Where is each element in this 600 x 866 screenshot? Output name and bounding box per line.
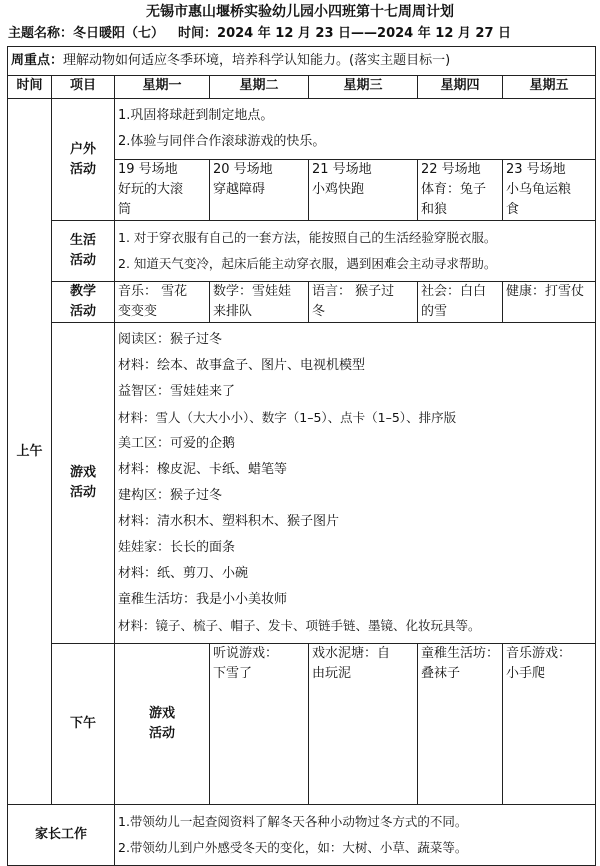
theme-name: 冬日暖阳（七） xyxy=(73,26,165,41)
game-pm-wednesday-line1: 童稚生活坊： xyxy=(421,646,500,661)
outdoor-goal-1: 1.巩固将球赶到制定地点。 xyxy=(118,108,274,123)
game-pm-monday-line1: 听说游戏： xyxy=(213,646,279,661)
outdoor-friday xyxy=(503,160,596,221)
area-reading: 阅读区：猴子过冬 xyxy=(118,332,223,347)
area-life-workshop-materials: 材料：镜子、梳子、帽子、发卡、项链手链、墨镜、化妆玩具等。 xyxy=(118,618,481,633)
area-art: 美工区：可爱的企鹅 xyxy=(118,436,236,451)
time-range: 2024 年 12 月 23 日——2024 年 12 月 27 日 xyxy=(217,26,512,41)
header-monday: 星期一 xyxy=(115,76,210,99)
game-pm-row xyxy=(8,644,596,805)
teaching-wednesday xyxy=(309,282,418,323)
outdoor-thursday xyxy=(418,160,503,221)
area-puzzle: 益智区：雪娃娃来了 xyxy=(118,384,236,399)
outdoor-thursday-line2: 体育：兔子 xyxy=(421,182,487,197)
teaching-wednesday-line2: 冬 xyxy=(312,304,326,319)
header-wednesday: 星期三 xyxy=(309,76,418,99)
parents-line-2: 2.带领幼儿到户外感受冬天的变化，如：大树、小草、蔬菜等。 xyxy=(118,840,468,855)
game-am-content xyxy=(115,323,596,644)
parents-line-1: 1.带领幼儿一起查阅资料了解冬天各种小动物过冬方式的不同。 xyxy=(118,814,468,829)
focus-label: 周重点： xyxy=(11,53,64,68)
game-am-label xyxy=(52,323,115,644)
game-pm-label-line1: 游戏 xyxy=(148,706,175,721)
afternoon-label: 下午 xyxy=(52,644,115,805)
outdoor-tuesday xyxy=(210,160,309,221)
outdoor-label-line2: 活动 xyxy=(69,161,96,177)
area-art-materials: 材料：橡皮泥、卡纸、蜡笔等 xyxy=(118,462,288,477)
outdoor-goals xyxy=(115,99,596,160)
outdoor-wednesday xyxy=(309,160,418,221)
outdoor-label-line1: 户外 xyxy=(69,141,96,157)
outdoor-thursday-line3: 和狼 xyxy=(421,202,448,217)
teaching-label-line2: 活动 xyxy=(69,304,96,319)
game-am-row xyxy=(8,323,596,644)
parents-row xyxy=(8,805,596,866)
outdoor-monday xyxy=(115,160,210,221)
teaching-monday-line2: 变变变 xyxy=(118,304,158,319)
game-pm-thursday-line1: 音乐游戏： xyxy=(506,646,572,661)
game-pm-wednesday xyxy=(418,644,503,805)
life-line-1: 1. 对于穿衣服有自己的一套方法，能按照自己的生活经验穿脱衣服。 xyxy=(118,230,497,245)
area-reading-materials: 材料：绘本、故事盒子、图片、电视机模型 xyxy=(118,358,366,373)
game-pm-tuesday-line2: 由玩泥 xyxy=(312,666,352,681)
teaching-thursday-line2: 的雪 xyxy=(421,304,448,319)
game-pm-monday xyxy=(210,644,309,805)
teaching-tuesday xyxy=(210,282,309,323)
area-life-workshop: 童稚生活坊：我是小小美妆师 xyxy=(118,592,288,607)
life-label-line1: 生活 xyxy=(69,233,96,248)
game-pm-thursday-line2: 小手爬 xyxy=(506,666,546,681)
teaching-friday xyxy=(503,282,596,323)
teaching-tuesday-line2: 来排队 xyxy=(213,304,253,319)
area-dollhouse-materials: 材料：纸、剪刀、小碗 xyxy=(118,566,249,581)
area-puzzle-materials: 材料：雪人（大大小小）、数字（1–5）、点卡（1–5）、排序版 xyxy=(118,410,457,425)
focus-row xyxy=(8,47,596,76)
theme-line xyxy=(8,24,511,44)
life-content xyxy=(115,221,596,282)
teaching-tuesday-line1: 数学：雪娃娃 xyxy=(213,284,292,299)
area-construction-materials: 材料：清水积木、塑料积木、猴子图片 xyxy=(118,514,340,529)
outdoor-thursday-site: 22 号场地 xyxy=(421,162,481,177)
outdoor-goals-row xyxy=(8,99,596,160)
teaching-friday-line1: 健康：打雪仗 xyxy=(506,284,585,299)
teaching-label xyxy=(52,282,115,323)
header-thursday: 星期四 xyxy=(418,76,503,99)
outdoor-friday-line2: 小乌龟运粮 xyxy=(506,182,572,197)
header-time: 时间 xyxy=(8,76,52,99)
header-friday: 星期五 xyxy=(503,76,596,99)
time-label: 时间： xyxy=(178,26,218,41)
game-am-label-line2: 活动 xyxy=(69,485,96,500)
outdoor-tuesday-site: 20 号场地 xyxy=(213,162,273,177)
parents-content xyxy=(115,805,596,866)
life-row xyxy=(8,221,596,282)
life-label-line2: 活动 xyxy=(69,253,96,268)
area-dollhouse: 娃娃家：长长的面条 xyxy=(118,540,236,555)
game-am-label-line1: 游戏 xyxy=(69,465,96,480)
page-title: 无锡市惠山堰桥实验幼儿园小四班第十七周周计划 xyxy=(146,4,454,20)
game-pm-label xyxy=(115,644,210,805)
game-pm-tuesday xyxy=(309,644,418,805)
game-pm-monday-line2: 下雪了 xyxy=(213,666,253,681)
outdoor-wednesday-site: 21 号场地 xyxy=(312,162,372,177)
morning-label: 上午 xyxy=(8,99,52,805)
game-pm-label-line2: 活动 xyxy=(148,726,175,741)
teaching-wednesday-line1: 语言： 猴子过 xyxy=(312,284,395,299)
game-pm-wednesday-line2: 叠袜子 xyxy=(421,666,461,681)
outdoor-friday-line3: 食 xyxy=(506,202,520,217)
theme-name-label: 主题名称： xyxy=(8,26,74,41)
parents-label: 家长工作 xyxy=(8,805,115,866)
outdoor-tuesday-game: 穿越障碍 xyxy=(213,182,266,197)
area-construction: 建构区：猴子过冬 xyxy=(118,488,223,503)
teaching-monday xyxy=(115,282,210,323)
outdoor-monday-line2: 好玩的大滚 xyxy=(118,182,184,197)
outdoor-wednesday-game: 小鸡快跑 xyxy=(312,182,365,197)
outdoor-monday-site: 19 号场地 xyxy=(118,162,178,177)
teaching-row xyxy=(8,282,596,323)
teaching-thursday xyxy=(418,282,503,323)
focus-text: 理解动物如何适应冬季环境，培养科学认知能力。(落实主题目标一) xyxy=(63,53,451,68)
header-item: 项目 xyxy=(52,76,115,99)
weekly-plan-table xyxy=(7,46,596,866)
life-line-2: 2. 知道天气变冷，起床后能主动穿衣服，遇到困难会主动寻求帮助。 xyxy=(118,256,497,271)
outdoor-goal-2: 2.体验与同伴合作滚球游戏的快乐。 xyxy=(118,134,326,149)
teaching-label-line1: 教学 xyxy=(69,284,96,299)
header-row xyxy=(8,76,596,99)
outdoor-friday-site: 23 号场地 xyxy=(506,162,566,177)
outdoor-label xyxy=(52,99,115,221)
life-label xyxy=(52,221,115,282)
teaching-thursday-line1: 社会：白白 xyxy=(421,284,487,299)
outdoor-monday-line3: 筒 xyxy=(118,202,132,217)
weekly-focus xyxy=(8,47,596,76)
game-pm-thursday xyxy=(503,644,596,805)
header-tuesday: 星期二 xyxy=(210,76,309,99)
game-pm-tuesday-line1: 戏水泥塘：自 xyxy=(312,646,391,661)
teaching-monday-line1: 音乐： 雪花 xyxy=(118,284,188,299)
